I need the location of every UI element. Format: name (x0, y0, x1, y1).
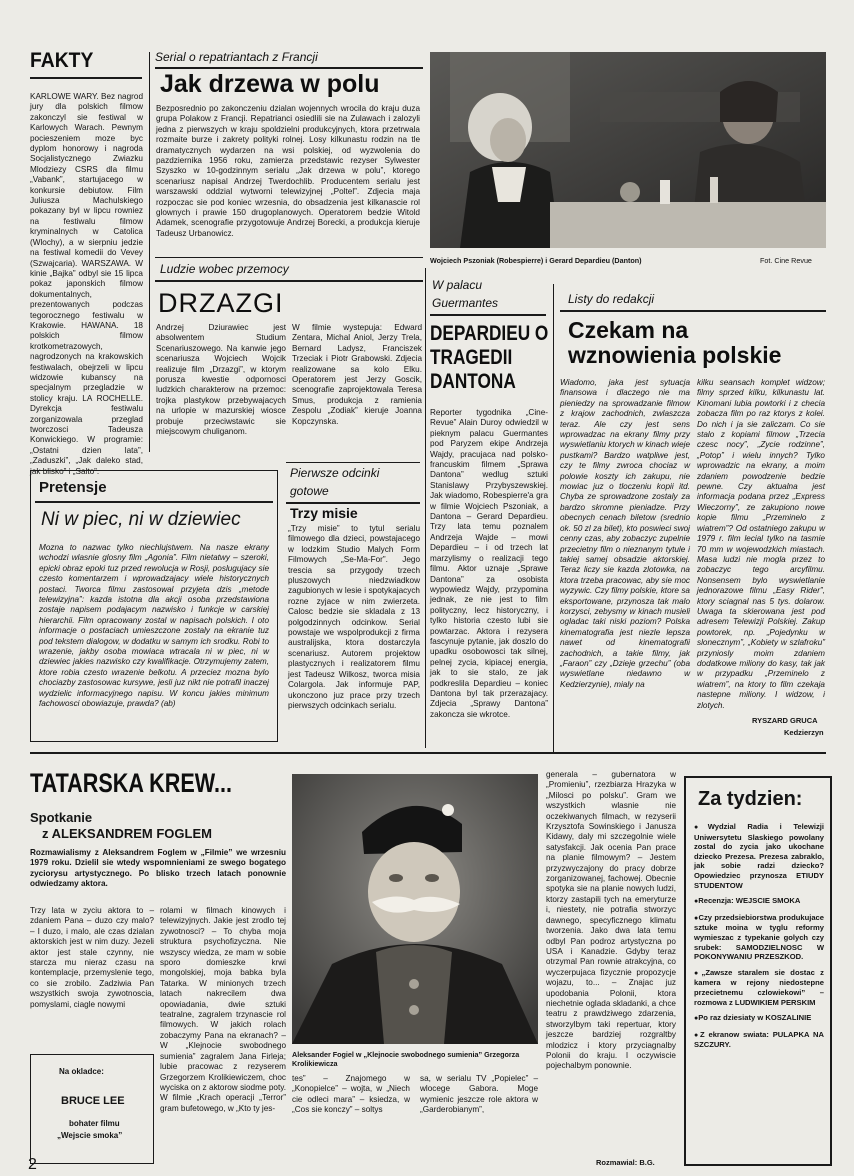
tatarska-sub2: z ALEKSANDREM FOGLEM (42, 826, 212, 841)
danton-title: DEPARDIEU O TRAGEDII DANTONA (430, 322, 549, 393)
top-photo-caption: Wojciech Pszoniak (Robespierre) i Gerard Depardieu (Danton) (430, 256, 642, 265)
cover-box (30, 1054, 154, 1164)
drzazgi-title: DRZAZGI (158, 288, 284, 318)
za-tydzien-item: ● Z ekranow swiata: PULAPKA NA SZCZURY. (694, 1030, 824, 1050)
pretensje-label-rule (35, 501, 273, 503)
misie-kicker-rule (286, 502, 420, 504)
za-tydzien-title: Za tydzien: (698, 788, 803, 810)
photo-scene-illustration (430, 52, 826, 248)
tatarska-title: TATARSKA KREW... (30, 768, 232, 798)
listy-kicker: Listy do redakcji (568, 292, 655, 306)
tatarska-col1: Trzy lata w zyciu aktora to – zdaniem Pana – duzo czy malo? – I duzo, i malo, ale czas dzialan aktorskich jest w nim duzy. Jezeli aktor jest stale czynny, nie starcza mu nieraz czasu na kontemplacje, przemyslenie tego, co sie zrobilo. Zadziwia Pan wszystkich swoja zywotnoscia, pomyslami, ciagle nowymi (30, 906, 154, 1009)
cover-role: bohater filmu (69, 1119, 120, 1128)
listy-kicker-rule (560, 310, 826, 312)
serial-title: Jak drzewa w polu (160, 70, 380, 98)
listy-col1: Wiadomo, jaka jest sytuacja finansowa i dlaczego nie ma pieniedzy na sprowadzanie filmow z krajow zachodnich, zwlaszcza teraz. Ale czy jest sens wprowadzac na ekrany filmy przy wyswietlaniu ktorych w kinach wieje pustkami? Bardzo watpliwe jest, czy te filmy zwroca chociaz w polowie koszty ich zakupu, nie mowiac juz o tloczeniu kopii itd. Chyba ze sprowadzone zostaly za bardzo skromne pieniadze. Przy obecnych cenach biletow (srednio ok. 50 zl za bilet), kto poswieci swoj cenny czas, aby zobaczyc zupelnie przecietny film o nieznanym tytule i takiej samej obsadzie aktorskiej. Teraz liczy sie kazda zlotowka, na ktora trzeba pracowac, aby sie moc wyzywic. Czy filmy polskie, ktore sa eksportowane, przynosza tak malo korzysci, zebysmy w kinach musieli ogladac taki niski poziom? Polska kinematografia jest niezle lepsza nawet od kinematografii zachodnich, a takie filmy, jak „Faraon” czy „Dzieje grzechu” (oba wyswietlane niedawno w Kedzierzynie), mialy na (560, 378, 690, 689)
misie-body: „Trzy misie” to tytul serialu filmowego dla dzieci, powstajacego w lodzkim Studio Malych Form Filmowych „Se-Ma-For”. Jego trescia sa przygody trzech pluszowych niedzwiadkow zagubionych w lesie i spotykajacych rozne zyjace w nim zwierzeta. Calosc bedzie sie skladala z 13 polgodzinnych odcinkow. Serial powstaje we wspolprodukcji z firma australijska, ktora dostarczyla scenariusz. Autorem projektow plastycznych i realizatorem filmu jest Tadeusz Wilkosz, tworca misia Colargola. Jak informuje PAP, ukonczono juz prace przy trzech pierwszych odcinkach serialu. (288, 524, 420, 710)
za-tydzien-item: ● Czy przedsiebiorstwa produkujace sztuke moina w tyglu reformy wymieszac z typekanie golych czy srubek: SAMODZIELNOSC W POKONYWANIU PRZESZKOD. (694, 913, 824, 962)
page-number: 2 (28, 1156, 37, 1173)
danton-kicker-rule (430, 314, 546, 316)
listy-place: Kedzierzyn (784, 728, 824, 737)
drzazgi-kicker-rule (155, 280, 423, 282)
drzazgi-col1: Andrzej Dziurawiec jest absolwentem Studium Scenariuszowego. Na kanwie jego scenariusza Wojciech Wojcik realizuje film „Drzazgi”, w ktorym porusza kwestie odpornosci ludzkich charakterow na przemoc: trojka plastykow przebywajacych na urlopie w mazurskiej wiosce probuje przeciwstawic sie miejscowym chuliganom. (156, 323, 286, 437)
misie-title: Trzy misie (290, 505, 358, 521)
tatarska-col2: rolami w filmach kinowych i telewizyjnych. Jakie jest zrodlo tej zywotnosci? – To chyba moja struktura psychofizyczna. Nie wszyscy wiedza, ze mam w sobie sporo domieszke krwi mongolskiej, moja babka byla Tatarka. W minionych trzech latach nakrecilem dwa opowiadania, dwie sztuki teatralne, zagralem trzynascie rol filmowych. W jakich rolach zobaczymy Pana na ekranach? – W „Klejnocie swobodnego sumienia” zagralem Jana Firleja; lubie pracowac z rezyserem Grzegorzem Krolikiewiczem, choc wyciska on z aktorow siodme poty. W filmie „Krach operacji „Terror” gram bufetowego, w „Kto ty jes- (160, 906, 286, 1113)
za-tydzien-item: ● Wydzial Radia i Telewizji Uniwersytetu Slaskiego powolany zostal do zycia jako ukochane dziecko Prezesa. Prezesa zabraklo, jak sobie radzi dziecko? Opowiedziec przynosza ETIUDY STUDENTOW (694, 822, 824, 890)
column-divider-1 (149, 52, 150, 452)
danton-kicker-1: W palacu (432, 278, 483, 292)
robespierre-danton-photo (430, 52, 826, 248)
tatarska-signature: Rozmawial: B.G. (596, 1158, 655, 1167)
za-tydzien-item: ● Recenzja: WEJSCIE SMOKA (694, 896, 824, 907)
serial-kicker-rule (155, 67, 423, 69)
pretensje-title: Ni w piec, ni w dziewiec (41, 509, 241, 530)
listy-author: RYSZARD GRUCA (752, 716, 818, 725)
za-tydzien-box (684, 776, 832, 1166)
column-divider-3 (553, 284, 554, 754)
listy-title: Czekam na wznowienia polskie (568, 317, 782, 368)
pretensje-box (30, 470, 278, 742)
za-tydzien-list (694, 822, 824, 1056)
danton-kicker-2: Guermantes (432, 296, 499, 310)
fogiel-portrait-illustration (292, 774, 538, 1044)
column-divider-2 (425, 268, 426, 748)
drzazgi-col2: W filmie wystepuja: Edward Zentara, Michal Aniol, Jerzy Trela, Bernard Ladysz, Franciszek Trzeciak i Piotr Grabowski. Zdjecia realizowane sa kolo Elku. Operatorem jest Jerzy Goscik, scenografie zaprojektowala Teresa Smus, produkcja z ramienia Zespolu „Zodiak” kieruje Joanna Kopczynska. (292, 323, 422, 426)
fogiel-photo (292, 774, 538, 1044)
misie-kicker-1: Pierwsze odcinki (290, 466, 380, 480)
serial-kicker: Serial o repatriantach z Francji (155, 50, 318, 64)
tatarska-lead: Rozmawialismy z Aleksandrem Foglem w „Filmie” we wrzesniu 1979 roku. Dzielil sie wtedy wspomnieniami ze swego bogatego zyciorysu artystycznego. Po blisko trzech latach ponownie odwiedzamy aktora. (30, 848, 286, 889)
fakty-title: FAKTY (30, 49, 94, 72)
danton-body: Reporter tygodnika „Cine-Revue” Alain Duroy odwiedzil w pieknym palacu Guermantes pod Paryzem ekipe Andrzeja Wajdy, pracujaca nad polsko-francuskim filmem „Sprawa Dantona” wedlug sztuki Stanislawy Przybyszewskiej. Jak wiadomo, Robespierre'a gra w filmie Wojciech Pszoniak, a Dantona – Gerard Depardieu. Trzy lata temu poznalem Andrzeja Wajde – mowi Depardieu – i od trzech lat marzylismy o realizacji tego filmu. Aktor uznaje „Sprawe Dantona” za osobista wypowiedz Wajdy, przypomina jednak, ze nie jest to film polityczny, lecz historyczny, i tylko historia czesto lubi sie powtarzac. Aktora i rezysera fascynuje pytanie, jak doszlo do upadku osobowosci tak silnej, pelnej zycia, kipiacej energia, jak to sie stalo, ze jak podkreslila Depardieu – koniec Dantona byl tak przerazajacy. Zdjecia „Sprawy Dantona” zakoncza sie wkrotce. (430, 408, 548, 719)
cover-label: Na okladce: (59, 1067, 104, 1076)
top-photo-credit: Fot. Cine Revue (760, 256, 812, 265)
misie-kicker-2: gotowe (290, 484, 329, 498)
fakty-body: KARLOWE WARY. Bez nagrod jury dla polskich filmow zakonczyl sie festiwal w Karlowych Warach. Pewnym pocieszeniem moze byc dyplom honorowy i nagroda Socjalistycznego Zwiazku Mlodziezy CSRS dla filmu „Vabank”, startujacego w konkursie debiutow. Film Juliusza Machulskiego pokazany byl w lipcu rowniez na festiwalu filmow kryminalnych w Catolica (Wlochy), a w sierpniu jedzie na festiwal komedii do Vevey (Szwajcaria). WARSZAWA. W kinie „Bajka” odbyl sie 15 lipca pokaz japonskich filmow dokumentalnych, prezentowanych podczas tegorocznego festiwalu w Krakowie. HAWANA. 18 polskich filmow krotkometrazowych, nagrodzonych na krakowskich festiwalach, obejrzeli w lipcu widzowie kubanscy na specjalnym przegladzie w stolicy kraju. LA ROCHELLE. Dyrekcja festiwalu zorganizowala przeglad tworczosci Tadeusza Konwickiego. W programie: „Ostatni dzien lata”, „Zaduszki”, „Jak daleko stad, jak blisko” i „Salto”. (30, 92, 143, 476)
drzazgi-top-rule (155, 257, 423, 258)
fogiel-photo-caption: Aleksander Fogiel w „Klejnocie swobodnego sumienia” Grzegorza Krolikiewicza (292, 1050, 520, 1068)
pretensje-body: Mozna to nazwac tylko niechlujstwem. Na nasze ekrany wchodzi wlasnie glosny film „Agonia”. Film nietatwy – szeroki, epicki obraz epoki tuz przed rewolucja w Rosji, poslugujacy sie czesto komentarzem i wprowadzajacy wiele historycznych postaci. Tworca filmu zastosowal przyjeta dzis „metode telewizyjna”: kazda istotna dla akcji osoba przedstawiona zostaje napisem podajacym nazwisko i funkcje w carskiej hierarchii. Film opracowany zostal w napisach polskich. I oto informacje o postaciach umieszczone zostaly na ekranie tuz pod tekstem dialogow, w dodatku w samym ich srodku. Robi to wrazenie, jakby osoba mowiaca wtracala ni w piec, ni w dziewiec jakies nazwisko czy kwalifikacje. Otrzymujemy zatem, ktore robia czesto wrazenie belkotu. A przeciez mozna bylo chociazby zastosowac kursywe, jesli juz nikt nie potrafil inaczej wydzielic informacyjnego napisu. W koncu jakies minimum fachowosci obowiazuje, prawda? (ab) (39, 543, 269, 709)
drzazgi-kicker: Ludzie wobec przemocy (160, 262, 289, 276)
misie-top-rule (286, 462, 420, 463)
cover-name: BRUCE LEE (61, 1095, 125, 1107)
tatarska-sub1: Spotkanie (30, 810, 93, 825)
fakty-title-underline (30, 77, 142, 79)
tatarska-col3: generala – gubernatora w „Promieniu”, rzezbiarza Hrazyka w „Milosci po polsku”. Gram we wszystkich wlasnie nie oczekiwanych filmach, w rezyserii Krzysztofa Sowinskiego i Janusza Kidawy, daly mi szczegolnie wiele satysfakcji. Jak ocenia Pan prace na planie filmowym? – Jestem przyzwyczajony do pracy dobrze zorganizowanej, fachowej. Obecnie spotyka sie na planie nowych ludzi, ktorzy zastapili tych na emeryturze i, niestety, nie potrafia stworzyc dawnego, specyficznego klimatu tworzenia. Jako dwa lata temu odbyl Pan podroz artystyczna po USA i Kanadzie. Gdyby teraz otrzymal Pan rownie atrakcyjna, co wyczerpujaca fizycznie propozycje wojazu, to... – Znajac juz upodobania Polonii, ktora niechetnie oglada skladanki, a chce teatru z prawdziwego zdarzenia, stworzylbym taki repertuar, ktory jeszcze bardziej rozgraltby mlodzicz i ktory przyciagnalby Polonii do kraju. I oczywiscie pojechalbym ponownie. (546, 770, 676, 1071)
cover-film: „Wejscie smoka” (57, 1131, 123, 1140)
listy-col2: kilku seansach komplet widzow; filmy sprzed kilku, kilkunastu lat. Kinomani lubia powtorki i z checia zobacza film po raz ktorys z kolei. Do nich i ja sie zaliczam. Co sie stalo z kopiami filmow „Trzecia czesc nocy”, „Zycie rodzinne”, „Potop” i wielu innych? Tylko wprowadzic na ekrany, a moim zdaniem powodzenie bedzie pewne. Czy aktualna jest informacja podana przez „Express Wieczorny”, ze zakupiono nowe kopie filmu „Przeminelo z wiatrem”? Od ostatniego zakupu w 1979 r. film lecial tylko na tasmie 70 mm w wojewodzkich miastach. Masa ludzi nie mogla przez to zobaczyc tego arcyfilmu. Nonsensem bylo wyswietlanie jednorazowe filmu „Easy Rider”, ktory sciagnal nas 5 tys. dolarow. Uwaga ta skierowana jest pod adresem Telewizji Polskiej. Zakup powtorek, np. „Pojedynku w slonecznym”, „Kobiety w szlafroku” przyniosly moim zdaniem dodatkowe miliony do kasy, tak jak w przypadku „Przeminelo z wiatrem”, na ktory to film czekaja nastepne miliony. I widzow, i zlotych. (697, 378, 825, 710)
za-tydzien-item: ● „Zawsze staralem sie dostac z kamera w rejony niedostepne przecietnemu czlowiekowi” – rozmowa z LUDWIKIEM PERSKIM (694, 968, 824, 1007)
za-tydzien-item: ● Po raz dziesiaty w KOSZALINIE (694, 1013, 824, 1024)
mid-page-rule (30, 752, 826, 754)
tatarska-under2: sa, w serialu TV „Popielec” – wlocege Gabora. Moge wymienic jeszcze role aktora w „Garderobianym”, (420, 1074, 538, 1115)
tatarska-under1: tes” – Znajomego w „Konopielce” – wojta, w „Niech cie odleci mara” – ksiedza, w „Cos sie konczy” – soltys (292, 1074, 410, 1115)
serial-body: Bezposrednio po zakonczeniu dzialan wojennych wrocila do kraju duza grupa Polakow z Francji. Repatrianci osiedlili sie na Zulawach i zalozyli jedna z pierwszych w kraju spoldzielni produkcyjnych, ktora przetrwala rozmaite burze i zakrety polityki rolnej. Losy kilkunastu rodzin na tle dramatycznych wydarzen na wsi polskiej, od wyzwolenia do pazdziernika 1956 roku, zamierza przedstawic rezyser Sylwester Szyszko w 10-godzinnym serialu „Jak drzewa w polu”, ktorego scenariusz napisal Andrzej Twerdochlib. Producentem serialu jest warszawski oddzial wytworni telewizyjnej „Poltel”. Zdjecia maja rozpoczac sie pod koniec wrzesnia, do obsadzenia jest kilkanascie rol glownych i prawie 150 drugoplanowych. Operatorem bedzie Witold Adamek, scenografie przygotowuje Andrzej Borecki, a produkcja kieruje Tadeusz Urbanowicz. (156, 104, 420, 238)
pretensje-label: Pretensje (39, 479, 107, 496)
